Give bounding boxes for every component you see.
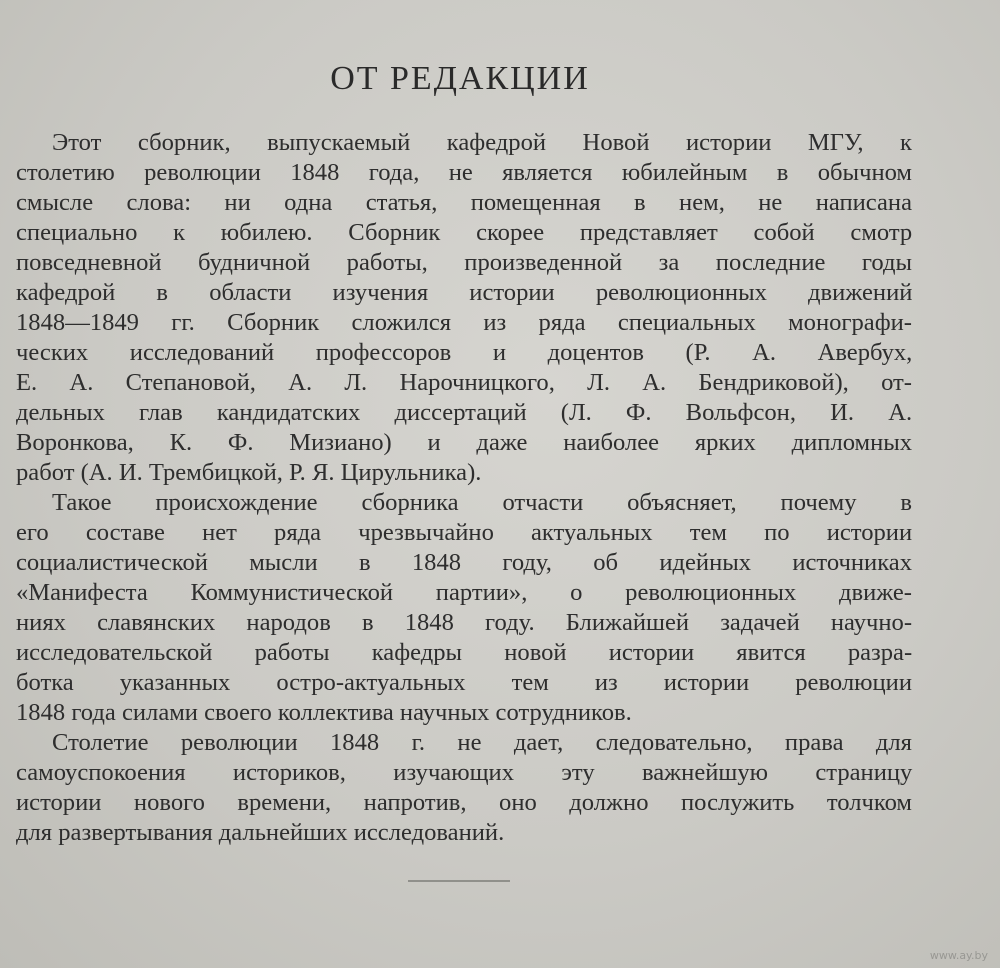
text-line: ческих исследований профессоров и доцентов (Р. А. Авербух, bbox=[16, 339, 913, 366]
end-divider bbox=[408, 880, 510, 882]
watermark: www.ay.by bbox=[929, 949, 988, 962]
text-line: для развертывания дальнейших исследований. bbox=[16, 819, 505, 846]
text-line: Воронкова, К. Ф. Мизиано) и даже наиболее ярких дипломных bbox=[16, 429, 913, 456]
text-line: Этот сборник, выпускаемый кафедрой Новой истории МГУ, к bbox=[52, 129, 912, 156]
text-line: социалистической мысли в 1848 году, об идейных источниках bbox=[16, 549, 912, 576]
text-line: работ (А. И. Трембицкой, Р. Я. Цирульника). bbox=[16, 459, 482, 486]
text-line: ниях славянских народов в 1848 году. Ближайшей задачей научно- bbox=[16, 609, 913, 636]
text-line: дельных глав кандидатских диссертаций (Л. Ф. Вольфсон, И. А. bbox=[16, 399, 913, 426]
text-line: повседневной будничной работы, произведенной за последние годы bbox=[16, 249, 912, 276]
text-line: 1848—1849 гг. Сборник сложился из ряда специальных монографи- bbox=[16, 309, 912, 336]
text-line: исследовательской работы кафедры новой истории явится разра- bbox=[16, 639, 913, 666]
text-line: истории нового времени, напротив, оно должно послужить толчком bbox=[16, 789, 912, 816]
text-line: смысле слова: ни одна статья, помещенная в нем, не написана bbox=[16, 189, 912, 216]
text-line: Столетие революции 1848 г. не дает, следовательно, права для bbox=[52, 729, 912, 756]
text-line: «Манифеста Коммунистической партии», о революционных движе- bbox=[16, 579, 913, 606]
text-line: его составе нет ряда чрезвычайно актуальных тем по истории bbox=[16, 519, 913, 546]
text-line: Е. А. Степановой, А. Л. Нарочницкого, Л. А. Бендриковой), от- bbox=[16, 369, 912, 396]
text-line: кафедрой в области изучения истории революционных движений bbox=[16, 279, 913, 306]
paragraph-1 bbox=[16, 128, 912, 488]
text-line: столетию революции 1848 года, не является юбилейным в обычном bbox=[16, 159, 912, 186]
text-line: специально к юбилею. Сборник скорее представляет собой смотр bbox=[16, 219, 913, 246]
paragraph-2 bbox=[16, 488, 912, 728]
text-line: 1848 года силами своего коллектива научных сотрудников. bbox=[16, 699, 632, 726]
paragraph-3 bbox=[16, 728, 912, 848]
page-title: ОТ РЕДАКЦИИ bbox=[330, 60, 590, 97]
text-line: ботка указанных остро-актуальных тем из истории революции bbox=[16, 669, 912, 696]
editorial-text bbox=[16, 128, 912, 848]
text-line: Такое происхождение сборника отчасти объясняет, почему в bbox=[52, 489, 912, 516]
text-line: самоуспокоения историков, изучающих эту важнейшую страницу bbox=[16, 759, 913, 786]
